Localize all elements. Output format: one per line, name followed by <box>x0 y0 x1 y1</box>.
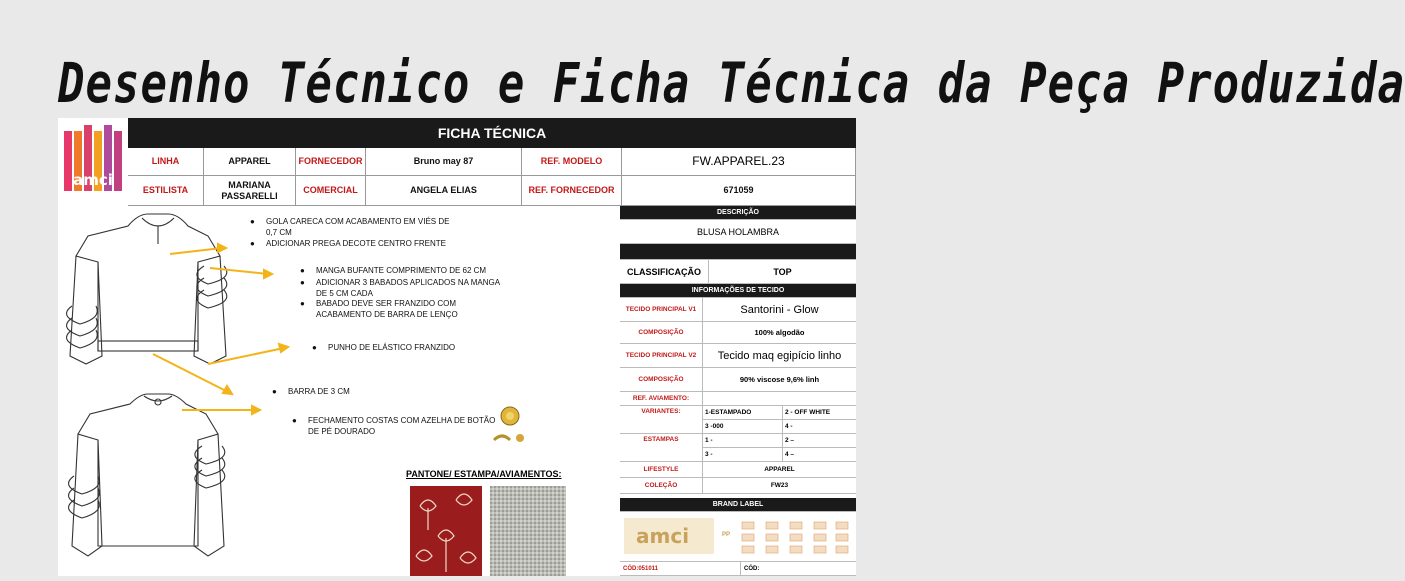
ref-fornecedor-value: 671059 <box>622 176 856 206</box>
callout-arrows <box>153 244 288 414</box>
note-prega: ● ADICIONAR PREGA DECOTE CENTRO FRENTE <box>250 239 447 248</box>
brand-label-area <box>620 512 856 562</box>
estampa-4: 4 – <box>782 448 856 462</box>
fabric-swatch <box>490 486 566 576</box>
back-blouse-drawing <box>69 394 225 556</box>
brand-label-logo: amci <box>636 524 690 548</box>
colecao-value: FW23 <box>702 478 856 494</box>
tecido-v1-label: TECIDO PRINCIPAL V1 <box>620 298 702 322</box>
sheet-title: FICHA TÉCNICA <box>128 118 856 148</box>
spacer-bar <box>620 244 856 260</box>
note-manga: ● MANGA BUFANTE COMPRIMENTO DE 62 CM <box>300 266 487 275</box>
gold-button-icon <box>494 407 524 442</box>
cod-2: CÓD: <box>740 562 856 576</box>
descricao-label: DESCRIÇÃO <box>620 206 856 220</box>
classificacao-label: CLASSIFICAÇÃO <box>620 260 708 284</box>
brand-logo <box>58 118 128 206</box>
svg-text:amci: amci <box>73 171 113 189</box>
composicao2-value: 90% viscose 9,6% linh <box>702 368 856 392</box>
brand-label-title: BRAND LABEL <box>620 498 856 512</box>
comercial-label: COMERCIAL <box>296 176 366 206</box>
logo-icon <box>62 121 124 203</box>
estampas-label: ESTAMPAS <box>620 434 702 462</box>
note-babados: ● ADICIONAR 3 BABADOS APLICADOS NA MANGA DE 5 CM CADA <box>300 278 501 298</box>
info-tecido-label: INFORMAÇÕES DE TECIDO <box>620 284 856 298</box>
estampa-1: 1 - <box>702 434 782 448</box>
front-blouse-drawing <box>67 214 227 364</box>
note-barra: ● BARRA DE 3 CM <box>272 387 350 396</box>
pantone-title: PANTONE/ ESTAMPA/AVIAMENTOS: <box>406 469 562 479</box>
tecido-v1-value: Santorini - Glow <box>702 298 856 322</box>
variante-3: 3 -000 <box>702 420 782 434</box>
variante-2: 2 - OFF WHITE <box>782 406 856 420</box>
ref-aviamento-label: REF. AVIAMENTO: <box>620 392 702 406</box>
tecido-v2-label: TECIDO PRINCIPAL V2 <box>620 344 702 368</box>
note-babado-franzido: ● BABADO DEVE SER FRANZIDO COM ACABAMENTO DE BARRA DE LENÇO <box>300 299 458 319</box>
descricao-value: BLUSA HOLAMBRA <box>620 220 856 244</box>
ref-fornecedor-label: REF. FORNECEDOR <box>522 176 622 206</box>
linha-label: LINHA <box>128 148 204 176</box>
ref-modelo-value: FW.APPAREL.23 <box>622 148 856 176</box>
lifestyle-label: LIFESTYLE <box>620 462 702 478</box>
composicao1-value: 100% algodão <box>702 322 856 344</box>
print-swatch <box>410 486 482 576</box>
slide-title: Desenho Técnico e Ficha Técnica da Peça Produzida <box>58 52 1405 116</box>
variantes-label: VARIANTES: <box>620 406 702 434</box>
composicao2-label: COMPOSIÇÃO <box>620 368 702 392</box>
care-symbols-icon <box>740 520 850 556</box>
composicao1-label: COMPOSIÇÃO <box>620 322 702 344</box>
tech-sheet <box>58 118 856 576</box>
variante-1: 1-ESTAMPADO <box>702 406 782 420</box>
linha-value: APPAREL <box>204 148 296 176</box>
tecido-v2-value: Tecido maq egipício linho <box>702 344 856 368</box>
fornecedor-label: FORNECEDOR <box>296 148 366 176</box>
note-gola: ● GOLA CARECA COM ACABAMENTO EM VIÉS DE 0,7 CM <box>250 217 450 237</box>
comercial-value: ANGELA ELIAS <box>366 176 522 206</box>
ref-modelo-label: REF. MODELO <box>522 148 622 176</box>
estilista-label: ESTILISTA <box>128 176 204 206</box>
note-punho: ● PUNHO DE ELÁSTICO FRANZIDO <box>312 343 456 352</box>
fornecedor-value: Bruno may 87 <box>366 148 522 176</box>
estampa-2: 2 – <box>782 434 856 448</box>
estilista-value: MARIANA PASSARELLI <box>204 176 296 206</box>
variante-4: 4 - <box>782 420 856 434</box>
classificacao-value: TOP <box>708 260 856 284</box>
cod-1: CÓD:051011 <box>620 562 740 576</box>
brand-size: PP <box>722 532 731 538</box>
lifestyle-value: APPAREL <box>702 462 856 478</box>
spec-panel <box>620 206 856 576</box>
estampa-3: 3 - <box>702 448 782 462</box>
colecao-label: COLEÇÃO <box>620 478 702 494</box>
note-fechamento: ● FECHAMENTO COSTAS COM AZELHA DE BOTÃO DE PÉ DOURADO <box>292 416 496 436</box>
ref-aviamento-value <box>702 392 856 406</box>
